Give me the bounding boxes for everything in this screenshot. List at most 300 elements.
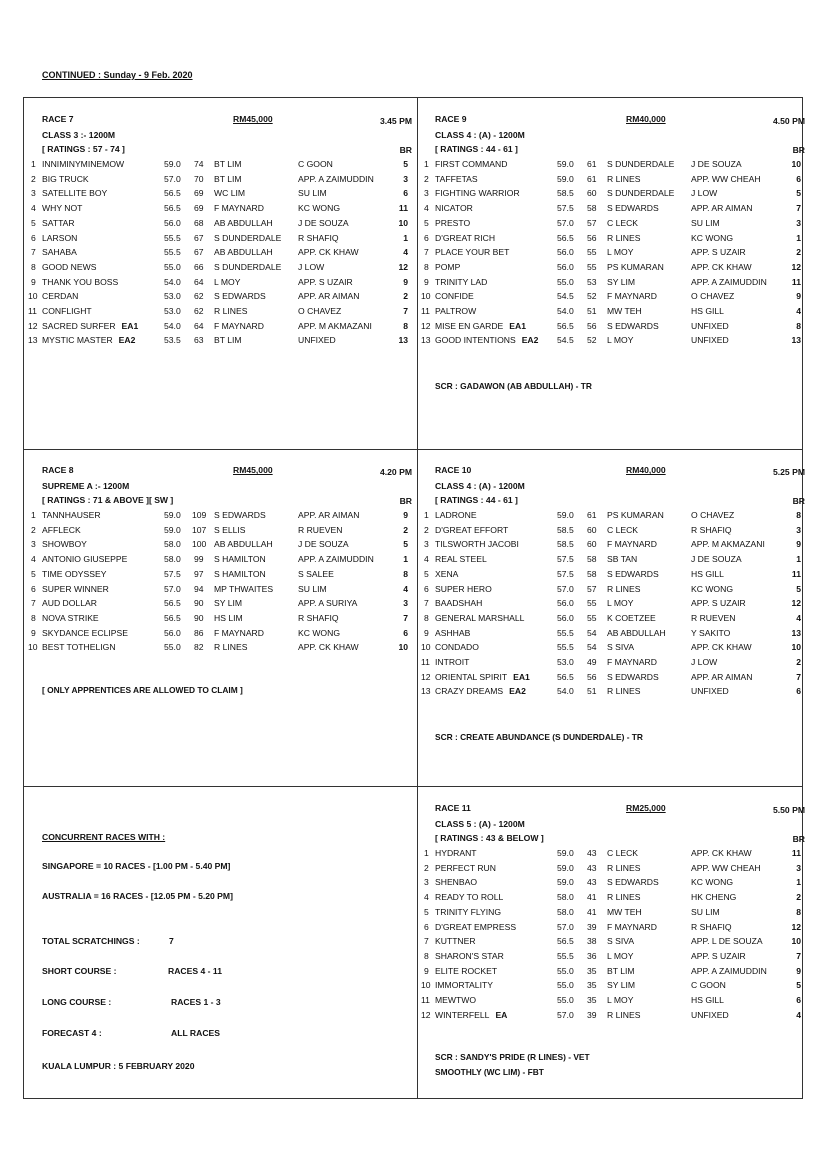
horse-name	[435, 980, 493, 990]
jockey: SU LIM	[298, 188, 327, 199]
weight: 55.5	[557, 627, 574, 638]
jockey: R SHAFIQ	[298, 232, 339, 243]
horse-name	[42, 613, 99, 623]
jockey: R SHAFIQ	[691, 524, 732, 535]
runner-row	[28, 321, 412, 334]
weight: 53.0	[557, 657, 574, 667]
runner-number: 11	[28, 306, 37, 316]
runner-row	[421, 642, 805, 655]
race-time: 5.50 PM	[772, 805, 805, 815]
horse-name-text: REAL STEEL	[435, 554, 487, 565]
trainer: S SIVA	[607, 642, 635, 653]
horse-name-text: ASHHAB	[435, 627, 471, 638]
trainer: AB ABDULLAH	[214, 539, 273, 550]
horse-name	[435, 554, 487, 564]
barrier: 5	[796, 583, 801, 594]
runner-row	[421, 510, 805, 523]
rating: 62	[194, 306, 204, 316]
jockey: APP. A ZAIMUDDIN	[298, 173, 374, 184]
barrier: 4	[796, 612, 801, 623]
horse-name	[42, 174, 89, 184]
weight: 56.0	[557, 612, 574, 623]
weight: 58.5	[557, 188, 574, 199]
weight: 56.0	[557, 261, 574, 272]
runner-row	[421, 951, 805, 964]
barrier: 7	[796, 950, 801, 961]
runner-number: 2	[424, 524, 429, 535]
jockey: O CHAVEZ	[691, 291, 735, 302]
jockey: KC WONG	[691, 583, 734, 594]
jockey: J DE SOUZA	[298, 539, 349, 550]
runner-number: 8	[424, 950, 429, 961]
trainer: BT LIM	[607, 965, 635, 976]
runner-row	[28, 247, 412, 260]
trainer: R LINES	[607, 173, 641, 184]
barrier: 2	[796, 247, 801, 258]
horse-name	[435, 291, 474, 301]
race-time: 3.45 PM	[379, 116, 412, 126]
trainer: S DUNDERDALE	[607, 159, 675, 169]
weight: 58.0	[164, 554, 181, 565]
horse-name	[435, 1010, 507, 1020]
scratching-note: [ ONLY APPRENTICES ARE ALLOWED TO CLAIM ]	[42, 685, 243, 695]
horse-name	[42, 277, 118, 287]
jockey: APP. CK KHAW	[298, 247, 359, 258]
runner-number: 10	[421, 980, 431, 991]
barrier: 9	[403, 276, 408, 287]
barrier: 7	[796, 203, 801, 214]
barrier: 1	[403, 232, 408, 243]
trainer: SB TAN	[607, 554, 638, 565]
runner-row	[421, 203, 805, 216]
runner-row	[421, 525, 805, 538]
horse-name-text: SHENBAO	[435, 877, 478, 888]
barrier: 1	[796, 232, 801, 243]
rating: 43	[587, 848, 597, 858]
race-time: 5.25 PM	[772, 467, 805, 477]
jockey: HS GILL	[691, 568, 724, 579]
weight: 57.5	[557, 554, 574, 565]
weight: 58.5	[557, 539, 574, 550]
jockey: R SHAFIQ	[691, 921, 732, 932]
rating: 100	[192, 539, 207, 550]
barrier: 4	[796, 306, 801, 316]
rating: 49	[587, 657, 597, 667]
rating: 97	[194, 568, 204, 579]
weight: 54.0	[557, 686, 574, 697]
runner-number: 8	[424, 261, 429, 272]
barrier: 10	[791, 642, 801, 653]
barrier: 1	[796, 554, 801, 565]
trainer: S ELLIS	[214, 524, 246, 535]
trainer: S DUNDERDALE	[214, 261, 282, 272]
horse-name-text: SATTAR	[42, 217, 75, 228]
barrier: 9	[796, 539, 801, 550]
jockey: APP. S UZAIR	[691, 598, 746, 609]
barrier: 2	[796, 892, 801, 903]
jockey: R SHAFIQ	[298, 612, 339, 623]
runner-row	[421, 980, 805, 993]
rating: 52	[587, 335, 597, 346]
rating: 36	[587, 950, 597, 961]
barrier: 4	[403, 583, 408, 594]
horse-name	[42, 510, 101, 520]
trainer: BT LIM	[214, 335, 242, 346]
runner-row	[28, 306, 412, 319]
weight: 57.5	[557, 203, 574, 214]
jockey: APP. CK KHAW	[298, 642, 359, 653]
rating: 41	[587, 906, 597, 917]
rating: 69	[194, 203, 204, 214]
trainer: L MOY	[214, 276, 241, 287]
trainer: S EDWARDS	[607, 671, 659, 682]
weight: 58.0	[164, 539, 181, 550]
weight: 57.5	[164, 568, 181, 579]
horse-name-text: D'GREAT EMPRESS	[435, 921, 517, 932]
horse-name	[435, 672, 530, 682]
runner-number: 2	[31, 524, 36, 535]
runner-number: 6	[31, 232, 36, 243]
scratching-note: SCR : CREATE ABUNDANCE (S DUNDERDALE) - TR	[435, 732, 643, 743]
runner-number: 12	[421, 320, 431, 331]
horse-name-text: BEST TOTHELIGN	[42, 642, 116, 653]
rating: 57	[587, 217, 597, 228]
jockey: R RUEVEN	[691, 612, 736, 623]
race-class: SUPREME A :- 1200M	[42, 481, 130, 491]
runner-number: 6	[424, 921, 429, 932]
horse-name	[435, 233, 495, 243]
runner-row	[421, 907, 805, 920]
rating: 58	[587, 568, 597, 579]
weight: 58.0	[557, 892, 574, 903]
runner-number: 4	[424, 554, 429, 565]
barrier: 7	[796, 671, 801, 682]
rating: 39	[587, 921, 597, 932]
rating: 62	[194, 291, 204, 302]
barrier: 13	[791, 335, 801, 346]
horse-name	[42, 218, 75, 228]
jockey: C GOON	[298, 159, 333, 169]
weight: 53.0	[164, 306, 181, 316]
rating: 52	[587, 291, 597, 302]
runner-number: 2	[424, 862, 429, 873]
trainer: AB ABDULLAH	[214, 247, 273, 258]
horse-name-text: PERFECT RUN	[435, 862, 496, 873]
horse-name-text: INTROIT	[435, 657, 470, 667]
barrier: 1	[796, 877, 801, 888]
horse-name-text: CONFLIGHT	[42, 306, 92, 316]
runner-row	[28, 159, 412, 172]
barrier: 3	[796, 862, 801, 873]
weight: 55.5	[557, 950, 574, 961]
barrier-header: BR	[792, 834, 805, 844]
entry-tag: EA1	[513, 671, 530, 682]
rating: 41	[587, 892, 597, 903]
grid-divider-horizontal	[23, 449, 803, 450]
barrier: 6	[796, 686, 801, 697]
race-class: CLASS 4 : (A) - 1200M	[435, 481, 525, 491]
runner-row	[421, 848, 805, 861]
horse-name	[435, 995, 476, 1005]
runner-number: 5	[424, 906, 429, 917]
barrier: 8	[796, 510, 801, 520]
runner-number: 9	[424, 627, 429, 638]
trainer: S EDWARDS	[607, 568, 659, 579]
weight: 59.0	[557, 848, 574, 858]
horse-name-text: LADRONE	[435, 510, 477, 520]
trainer: AB ABDULLAH	[607, 627, 666, 638]
runner-row	[28, 174, 412, 187]
forecast-label: FORECAST 4 :	[42, 1028, 102, 1038]
runner-row	[421, 174, 805, 187]
trainer: R LINES	[607, 232, 641, 243]
horse-name	[435, 892, 503, 902]
horse-name	[435, 863, 496, 873]
weight: 57.0	[164, 583, 181, 594]
runner-number: 1	[424, 848, 429, 858]
horse-name	[435, 335, 538, 345]
grid-divider-vertical	[417, 97, 418, 1099]
runner-row	[28, 188, 412, 201]
forecast-value: ALL RACES	[171, 1028, 221, 1038]
horse-name	[435, 218, 470, 228]
horse-name-text: CONFIDE	[435, 291, 474, 302]
weight: 55.5	[557, 642, 574, 653]
horse-name-text: PLACE YOUR BET	[435, 247, 510, 258]
rating: 99	[194, 554, 204, 565]
rating: 86	[194, 627, 204, 638]
horse-name-text: ORIENTAL SPIRIT	[435, 671, 508, 682]
barrier: 10	[398, 642, 408, 653]
rating: 60	[587, 188, 597, 199]
race-prize: RM25,000	[626, 803, 666, 813]
jockey: Y SAKITO	[691, 627, 731, 638]
trainer: F MAYNARD	[607, 291, 657, 302]
horse-name-text: GOOD INTENTIONS	[435, 335, 516, 346]
horse-name	[42, 188, 107, 198]
weight: 57.0	[557, 583, 574, 594]
jockey: J LOW	[691, 188, 718, 199]
weight: 56.5	[557, 320, 574, 331]
race-time: 4.50 PM	[772, 116, 805, 126]
trainer: R LINES	[607, 892, 641, 903]
barrier: 7	[403, 612, 408, 623]
horse-name-text: D'GREAT RICH	[435, 232, 496, 243]
long-course-label: LONG COURSE :	[42, 997, 112, 1007]
runner-row	[28, 554, 412, 567]
trainer: R LINES	[214, 642, 248, 653]
race-prize: RM40,000	[626, 114, 666, 124]
race-class: CLASS 3 :- 1200M	[42, 130, 116, 140]
horse-name-text: TIME ODYSSEY	[42, 568, 107, 579]
runner-row	[28, 642, 412, 655]
entry-tag: EA1	[121, 320, 139, 331]
trainer: C LECK	[607, 217, 639, 228]
horse-name-text: NOVA STRIKE	[42, 612, 99, 623]
barrier: 3	[403, 598, 408, 609]
rating: 35	[587, 965, 597, 976]
runner-number: 11	[421, 995, 430, 1005]
runner-row	[28, 203, 412, 216]
weight: 57.0	[557, 921, 574, 932]
trainer: S SIVA	[607, 936, 635, 947]
runner-number: 3	[424, 877, 429, 888]
runner-row	[421, 159, 805, 172]
horse-name	[435, 539, 519, 549]
runner-row	[421, 554, 805, 567]
runner-number: 6	[424, 232, 429, 243]
horse-name-text: CERDAN	[42, 291, 79, 302]
barrier: 12	[398, 261, 408, 272]
jockey: APP. WW CHEAH	[691, 862, 761, 873]
barrier-header: BR	[792, 496, 805, 506]
scratching-note: SCR : GADAWON (AB ABDULLAH) - TR	[435, 381, 592, 392]
rating: 107	[192, 524, 207, 535]
horse-name	[42, 247, 77, 257]
rating: 68	[194, 217, 204, 228]
horse-name-text: BAADSHAH	[435, 598, 483, 609]
runner-number: 3	[424, 188, 429, 199]
horse-name-text: SHARON'S STAR	[435, 950, 504, 961]
weight: 56.0	[557, 598, 574, 609]
trainer: PS KUMARAN	[607, 510, 664, 520]
entry-tag: EA2	[521, 335, 539, 346]
trainer: R LINES	[607, 862, 641, 873]
barrier: 3	[796, 217, 801, 228]
horse-name	[42, 628, 128, 638]
runner-number: 7	[424, 598, 429, 609]
weight: 56.5	[557, 232, 574, 243]
trainer: S EDWARDS	[214, 291, 266, 302]
horse-name-text: ELITE ROCKET	[435, 965, 498, 976]
horse-name	[435, 262, 460, 272]
rating: 55	[587, 598, 597, 609]
trainer: R LINES	[607, 583, 641, 594]
jockey: UNFIXED	[691, 686, 729, 697]
jockey: APP. A ZAIMUDDIN	[691, 276, 767, 287]
runner-number: 13	[421, 686, 431, 697]
rating: 57	[587, 583, 597, 594]
trainer: S HAMILTON	[214, 554, 266, 565]
runner-number: 9	[31, 276, 36, 287]
barrier: 4	[403, 247, 408, 258]
runner-number: 3	[424, 539, 429, 550]
horse-name	[435, 877, 477, 887]
scratching-note: SMOOTHLY (WC LIM) - FBT	[435, 1067, 544, 1078]
weight: 59.0	[557, 877, 574, 888]
trainer: MP THWAITES	[214, 583, 274, 594]
horse-name-text: TRINITY LAD	[435, 276, 488, 287]
runner-row	[421, 877, 805, 890]
runner-number: 6	[424, 583, 429, 594]
runner-number: 6	[31, 583, 36, 594]
jockey: C GOON	[691, 980, 726, 991]
total-scratchings-value: 7	[169, 936, 174, 946]
jockey: KC WONG	[691, 232, 734, 243]
runner-row	[421, 262, 805, 275]
horse-name-text: GOOD NEWS	[42, 261, 97, 272]
rating: 55	[587, 612, 597, 623]
horse-name-text: PALTROW	[435, 306, 477, 316]
rating: 56	[587, 320, 597, 331]
rating: 54	[587, 627, 597, 638]
barrier: 11	[398, 203, 408, 214]
jockey: APP. S UZAIR	[691, 247, 746, 258]
horse-name-text: READY TO ROLL	[435, 892, 504, 903]
runner-number: 2	[31, 173, 36, 184]
total-scratchings-label: TOTAL SCRATCHINGS :	[42, 936, 140, 946]
runner-number: 5	[424, 217, 429, 228]
weight: 54.0	[164, 320, 181, 331]
horse-name-text: SUPER WINNER	[42, 583, 109, 594]
trainer: L MOY	[607, 247, 634, 258]
horse-name-text: HYDRANT	[435, 848, 477, 858]
horse-name	[435, 613, 524, 623]
horse-name	[42, 554, 127, 564]
jockey: APP. AR AIMAN	[691, 671, 753, 682]
horse-name	[42, 233, 77, 243]
runner-row	[421, 291, 805, 304]
runner-row	[421, 247, 805, 260]
horse-name-text: TANNHAUSER	[42, 510, 101, 520]
weight: 56.5	[164, 598, 181, 609]
horse-name-text: SACRED SURFER	[42, 320, 116, 331]
horse-name	[435, 321, 526, 331]
runner-number: 7	[31, 598, 36, 609]
rating: 94	[194, 583, 204, 594]
barrier: 6	[796, 995, 801, 1005]
jockey: APP. CK KHAW	[691, 848, 752, 858]
runner-number: 8	[424, 612, 429, 623]
horse-name-text: MYSTIC MASTER	[42, 335, 113, 346]
rating: 58	[587, 554, 597, 565]
horse-name-text: MEWTWO	[435, 995, 477, 1005]
race-ratings: [ RATINGS : 71 & ABOVE ][ SW ]	[42, 495, 174, 505]
horse-name	[435, 848, 477, 858]
horse-name	[435, 159, 507, 169]
race-ratings: [ RATINGS : 57 - 74 ]	[42, 144, 125, 154]
entry-tag: EA1	[509, 320, 527, 331]
horse-name	[435, 174, 478, 184]
horse-name	[42, 584, 109, 594]
weight: 58.5	[557, 524, 574, 535]
horse-name-text: TRINITY FLYING	[435, 906, 502, 917]
jockey: UNFIXED	[298, 335, 336, 346]
trainer: R LINES	[607, 1009, 641, 1020]
rating: 109	[192, 510, 207, 520]
barrier: 8	[403, 320, 408, 331]
trainer: S EDWARDS	[607, 203, 659, 214]
race-class: CLASS 4 : (A) - 1200M	[435, 130, 525, 140]
runner-number: 10	[421, 291, 431, 302]
jockey: APP. A ZAIMUDDIN	[691, 965, 767, 976]
barrier: 8	[796, 320, 801, 331]
jockey: SU LIM	[298, 583, 327, 594]
runner-number: 12	[421, 1009, 431, 1020]
runner-row	[28, 291, 412, 304]
horse-name	[435, 628, 470, 638]
barrier: 11	[791, 568, 801, 579]
runner-row	[421, 995, 805, 1008]
jockey: APP. AR AIMAN	[298, 510, 360, 520]
horse-name-text: MISE EN GARDE	[435, 320, 504, 331]
rating: 56	[587, 671, 597, 682]
jockey: J DE SOUZA	[298, 217, 349, 228]
race-ratings: [ RATINGS : 43 & BELOW ]	[435, 833, 544, 843]
rating: 69	[194, 188, 204, 199]
horse-name-text: TILSWORTH JACOBI	[435, 539, 519, 550]
horse-name	[435, 510, 477, 520]
